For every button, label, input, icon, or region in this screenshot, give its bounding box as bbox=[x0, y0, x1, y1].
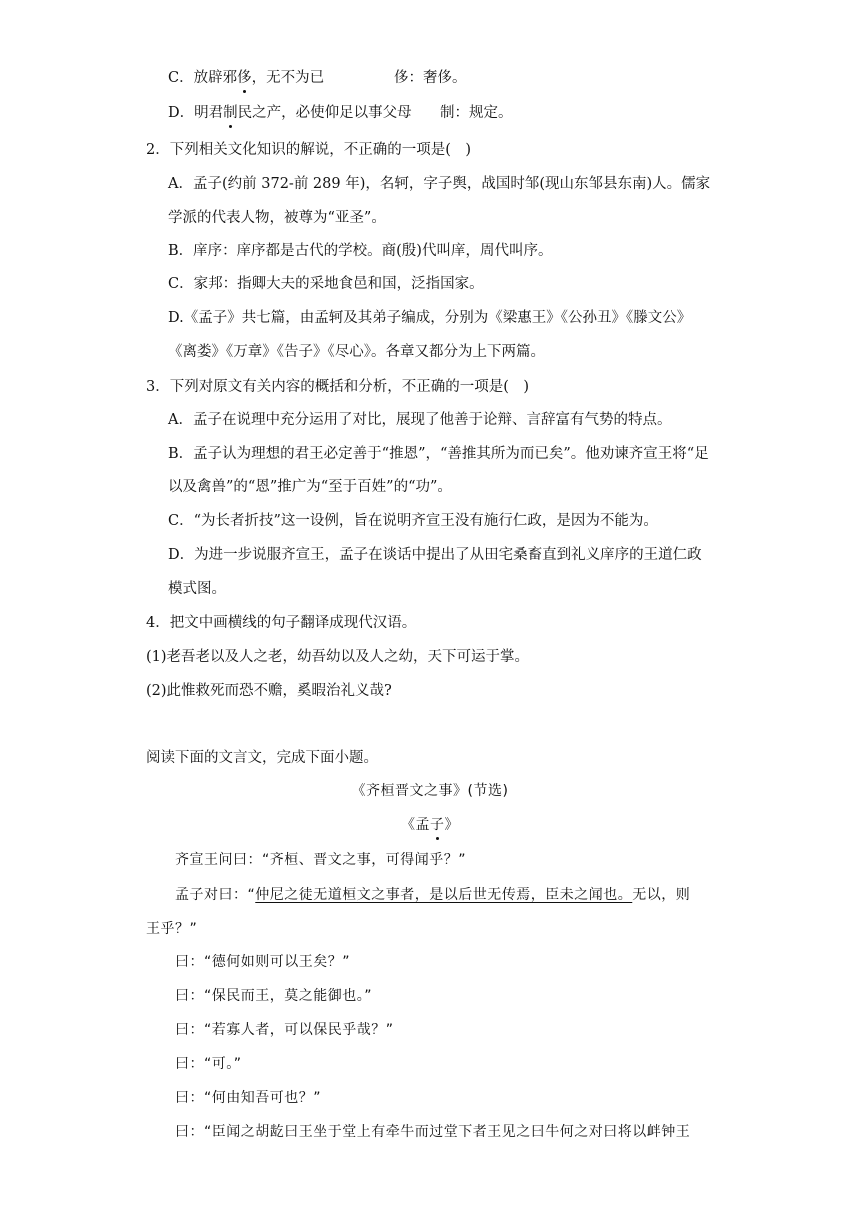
passage-paragraph: 孟子对曰：“仲尼之徒无道桓文之事者，是以后世无传焉，臣未之闻也。无以，则 bbox=[175, 887, 691, 903]
q1-option-c-note: 侈：奢侈。 bbox=[394, 70, 467, 86]
q2-option-a-line2: 学派的代表人物，被尊为“亚圣”。 bbox=[168, 210, 386, 226]
q2-option-a-line1: A．孟子(约前 372-前 289 年)，名轲，字子舆，战国时邹(现山东邹县东南)人。儒家 bbox=[168, 176, 711, 192]
q3-option-d-line1: D．为进一步说服齐宣王，孟子在谈话中提出了从田宅桑畜直到礼义庠序的王道仁政 bbox=[168, 547, 702, 563]
q2-option-b: B．庠序：庠序都是古代的学校。商(殷)代叫庠，周代叫序。 bbox=[168, 243, 553, 259]
passage-author: 《孟子》 bbox=[401, 817, 459, 833]
passage-title: 《齐桓晋文之事》(节选) bbox=[351, 783, 509, 799]
passage-paragraph: 曰：“德何如则可以王矣？” bbox=[175, 954, 351, 970]
q4-sentence-1: (1)老吾老以及人之老，幼吾幼以及人之幼，天下可运于掌。 bbox=[146, 649, 530, 665]
emphasis-char: 制 bbox=[223, 105, 238, 121]
passage-paragraph: 齐宣王问曰：“齐桓、晋文之事，可得闻乎？” bbox=[175, 852, 467, 868]
passage-paragraph: 曰：“臣闻之胡龁曰王坐于堂上有牵牛而过堂下者王见之曰牛何之对曰将以衅钟王 bbox=[175, 1124, 691, 1140]
reading-instructions: 阅读下面的文言文，完成下面小题。 bbox=[146, 750, 378, 766]
q4-stem: 4．把文中画横线的句子翻译成现代汉语。 bbox=[146, 615, 417, 631]
q2-option-d-line2: 《离娄》《万章》《告子》《尽心》。各章又都分为上下两篇。 bbox=[168, 344, 545, 360]
passage-paragraph: 曰：“若寡人者，可以保民乎哉？” bbox=[175, 1022, 394, 1038]
q3-option-b-line2: 以及禽兽”的“恩”推广为“至于百姓”的“功”。 bbox=[168, 479, 452, 495]
passage-paragraph-continuation: 王乎？” bbox=[146, 921, 198, 937]
q2-stem: 2．下列相关文化知识的解说，不正确的一项是( ) bbox=[146, 142, 472, 158]
q3-option-a: A．孟子在说理中充分运用了对比，展现了他善于论辩、言辞富有气势的特点。 bbox=[168, 412, 672, 428]
q3-option-b-line1: B．孟子认为理想的君王必定善于“推恩”，“善推其所为而已矣”。他劝谏齐宣王将“足 bbox=[168, 446, 709, 462]
emphasis-char: 子 bbox=[430, 817, 445, 833]
q1-option-c: C．放辟邪侈，无不为已 bbox=[168, 70, 325, 86]
emphasis-char: 侈 bbox=[237, 70, 252, 86]
passage-paragraph: 曰：“何由知吾可也？” bbox=[175, 1090, 322, 1106]
q3-stem: 3．下列对原文有关内容的概括和分析，不正确的一项是( ) bbox=[146, 379, 530, 395]
q1-option-d: D．明君制民之产，必使仰足以事父母 bbox=[168, 105, 412, 121]
q2-option-d-line1: D.《孟子》共七篇，由孟轲及其弟子编成，分别为《梁惠王》《公孙丑》《滕文公》 bbox=[168, 310, 692, 326]
q2-option-c: C．家邦：指卿大夫的采地食邑和国，泛指国家。 bbox=[168, 276, 484, 292]
q1-option-d-note: 制：规定。 bbox=[440, 105, 513, 121]
underlined-sentence: 仲尼之徒无道桓文之事者，是以后世无传焉，臣未之闻也。 bbox=[255, 887, 633, 903]
q3-option-c: C．“为长者折技”这一设例，旨在说明齐宣王没有施行仁政，是因为不能为。 bbox=[168, 513, 658, 529]
q4-sentence-2: (2)此惟救死而恐不赡，奚暇治礼义哉? bbox=[146, 683, 392, 699]
passage-paragraph: 曰：“保民而王，莫之能御也。” bbox=[175, 988, 373, 1004]
passage-paragraph: 曰：“可。” bbox=[175, 1056, 242, 1072]
q3-option-d-line2: 模式图。 bbox=[168, 581, 226, 597]
